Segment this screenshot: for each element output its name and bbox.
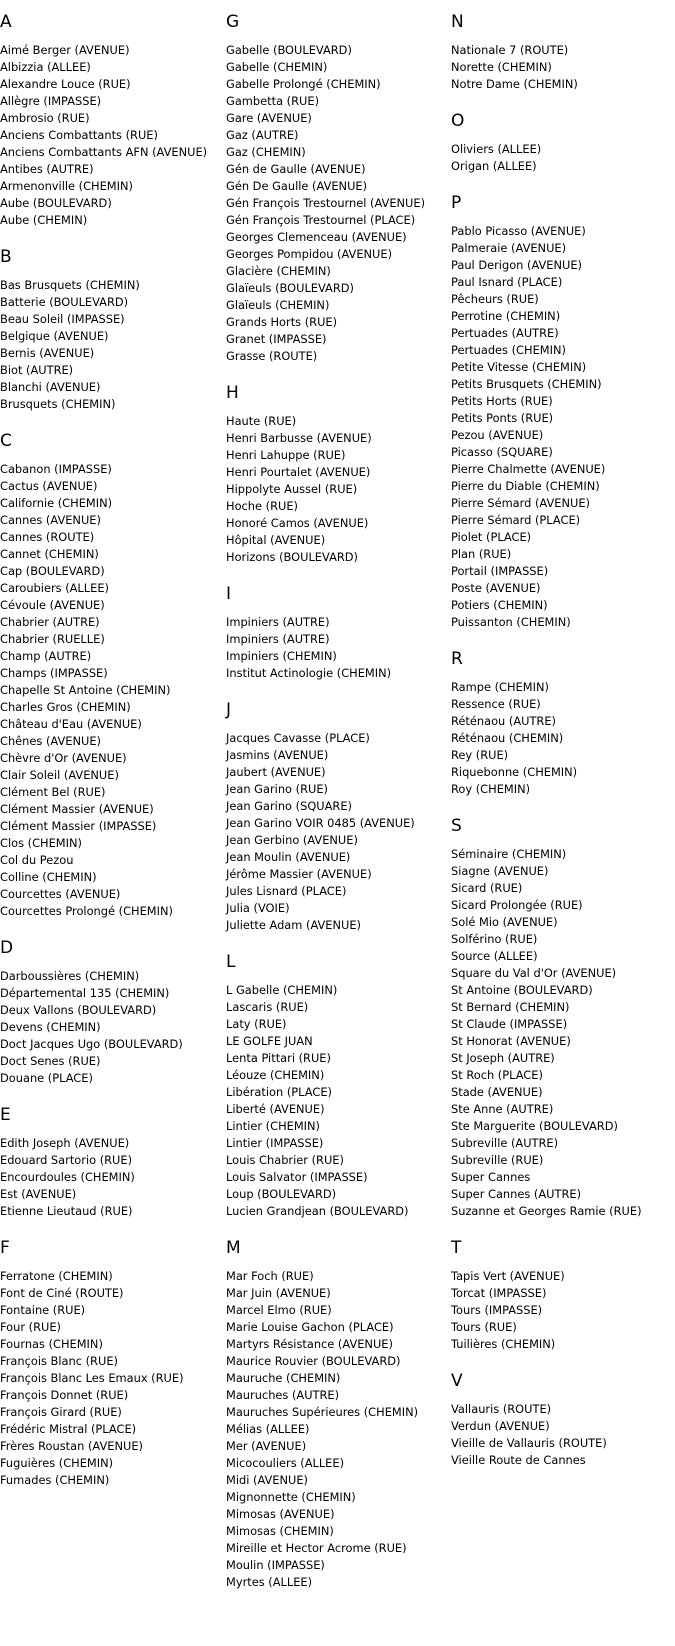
letter-section <box>451 1371 675 1469</box>
street-entry: Subreville (RUE) <box>451 1153 544 1167</box>
letter-section <box>0 247 225 413</box>
street-entry: Gambetta (RUE) <box>226 94 320 108</box>
street-entry: Frères Roustan (AVENUE) <box>0 1439 143 1453</box>
street-entry: Jean Moulin (AVENUE) <box>226 850 351 864</box>
letter-heading: R <box>451 649 463 669</box>
street-entry: Paul Isnard (PLACE) <box>451 275 563 289</box>
street-entry: Chabrier (AUTRE) <box>0 615 100 629</box>
street-entry: Mimosas (CHEMIN) <box>226 1524 334 1538</box>
street-list <box>451 1401 675 1469</box>
street-entry: Clair Soleil (AVENUE) <box>0 768 119 782</box>
street-entry: Super Cannes (AUTRE) <box>451 1187 582 1201</box>
letter-section <box>226 952 451 1220</box>
street-entry: Château d'Eau (AVENUE) <box>0 717 142 731</box>
street-entry: Rampe (CHEMIN) <box>451 680 549 694</box>
street-entry: Réténaou (AUTRE) <box>451 714 556 728</box>
street-entry: François Blanc Les Emaux (RUE) <box>0 1371 184 1385</box>
street-entry: Belgique (AVENUE) <box>0 329 109 343</box>
street-entry: Nationale 7 (ROUTE) <box>451 43 569 57</box>
street-entry: Ste Anne (AUTRE) <box>451 1102 554 1116</box>
street-entry: Source (ALLEE) <box>451 949 538 963</box>
street-entry: Tours (RUE) <box>451 1320 517 1334</box>
letter-heading: E <box>0 1105 11 1125</box>
street-entry: Lascaris (RUE) <box>226 1000 309 1014</box>
street-entry: Léouze (CHEMIN) <box>226 1068 325 1082</box>
street-entry: Julia (VOIE) <box>226 901 290 915</box>
street-entry: Douane (PLACE) <box>0 1071 93 1085</box>
street-entry: Fournas (CHEMIN) <box>0 1337 103 1351</box>
street-entry: Portail (IMPASSE) <box>451 564 549 578</box>
street-entry: Super Cannes <box>451 1170 531 1184</box>
letter-heading: N <box>451 12 464 32</box>
street-entry: Plan (RUE) <box>451 547 512 561</box>
street-entry: Petits Horts (RUE) <box>451 394 553 408</box>
street-entry: Séminaire (CHEMIN) <box>451 847 567 861</box>
street-entry: Sicard Prolongée (RUE) <box>451 898 583 912</box>
street-entry: Armenonville (CHEMIN) <box>0 179 133 193</box>
street-entry: Biot (AUTRE) <box>0 363 74 377</box>
street-list <box>451 1268 675 1353</box>
letter-section <box>0 12 225 229</box>
street-entry: Lucien Grandjean (BOULEVARD) <box>226 1204 409 1218</box>
street-entry: Solé Mio (AVENUE) <box>451 915 558 929</box>
letter-section <box>451 111 675 175</box>
street-list <box>226 982 451 1220</box>
street-entry: Jean Gerbino (AVENUE) <box>226 833 358 847</box>
letter-section <box>226 584 451 682</box>
street-entry: Aimé Berger (AVENUE) <box>0 43 130 57</box>
street-entry: Puissanton (CHEMIN) <box>451 615 571 629</box>
street-entry: Georges Pompidou (AVENUE) <box>226 247 393 261</box>
street-entry: Pierre Sémard (PLACE) <box>451 513 581 527</box>
street-entry: Sicard (RUE) <box>451 881 523 895</box>
street-entry: Micocouliers (ALLEE) <box>226 1456 345 1470</box>
street-entry: Marcel Elmo (RUE) <box>226 1303 332 1317</box>
index-column-2 <box>226 12 451 1609</box>
street-entry: St Antoine (BOULEVARD) <box>451 983 593 997</box>
letter-heading: A <box>0 12 12 32</box>
street-entry: Cévoule (AVENUE) <box>0 598 105 612</box>
street-entry: Clément Massier (IMPASSE) <box>0 819 157 833</box>
street-entry: Gabelle (CHEMIN) <box>226 60 328 74</box>
street-entry: Moulin (IMPASSE) <box>226 1558 325 1572</box>
letter-heading: V <box>451 1371 463 1391</box>
street-entry: Palmeraie (AVENUE) <box>451 241 567 255</box>
street-entry: Louis Chabrier (RUE) <box>226 1153 344 1167</box>
street-entry: Stade (AVENUE) <box>451 1085 543 1099</box>
street-entry: Paul Derigon (AVENUE) <box>451 258 583 272</box>
street-entry: Myrtes (ALLEE) <box>226 1575 313 1589</box>
letter-heading: P <box>451 193 462 213</box>
street-entry: Caroubiers (ALLEE) <box>0 581 109 595</box>
street-list <box>0 461 225 920</box>
street-entry: St Honorat (AVENUE) <box>451 1034 571 1048</box>
street-list <box>0 277 225 413</box>
street-entry: Pertuades (AUTRE) <box>451 326 559 340</box>
street-entry: Aube (CHEMIN) <box>0 213 88 227</box>
street-entry: Impiniers (AUTRE) <box>226 632 330 646</box>
street-entry: Champ (AUTRE) <box>0 649 92 663</box>
street-entry: Ressence (RUE) <box>451 697 541 711</box>
street-entry: Jaubert (AVENUE) <box>226 765 326 779</box>
street-entry: Mimosas (AVENUE) <box>226 1507 335 1521</box>
letter-section <box>451 649 675 798</box>
street-entry: Courcettes Prolongé (CHEMIN) <box>0 904 173 918</box>
street-entry: Solférino (RUE) <box>451 932 538 946</box>
street-entry: Tours (IMPASSE) <box>451 1303 543 1317</box>
letter-section <box>451 193 675 631</box>
street-entry: Jean Garino VOIR 0485 (AVENUE) <box>226 816 415 830</box>
letter-heading: C <box>0 431 12 451</box>
street-entry: Suzanne et Georges Ramie (RUE) <box>451 1204 642 1218</box>
street-entry: Colline (CHEMIN) <box>0 870 97 884</box>
street-entry: Jules Lisnard (PLACE) <box>226 884 347 898</box>
street-entry: Cannet (CHEMIN) <box>0 547 99 561</box>
street-entry: Piolet (PLACE) <box>451 530 532 544</box>
street-entry: Pêcheurs (RUE) <box>451 292 539 306</box>
street-entry: Chênes (AVENUE) <box>0 734 101 748</box>
letter-heading: S <box>451 816 462 836</box>
street-entry: Maurice Rouvier (BOULEVARD) <box>226 1354 401 1368</box>
street-entry: Henri Lahuppe (RUE) <box>226 448 346 462</box>
street-entry: Libération (PLACE) <box>226 1085 332 1099</box>
street-entry: Anciens Combattants AFN (AVENUE) <box>0 145 208 159</box>
letter-section <box>226 1238 451 1591</box>
street-entry: Albizzia (ALLEE) <box>0 60 91 74</box>
street-entry: Lintier (IMPASSE) <box>226 1136 324 1150</box>
letter-section <box>0 431 225 920</box>
street-entry: Blanchi (AVENUE) <box>0 380 101 394</box>
street-entry: Perrotine (CHEMIN) <box>451 309 561 323</box>
street-entry: Cactus (AVENUE) <box>0 479 98 493</box>
street-list <box>451 223 675 631</box>
street-entry: Mélias (ALLEE) <box>226 1422 310 1436</box>
street-entry: Ferratone (CHEMIN) <box>0 1269 113 1283</box>
street-list <box>226 413 451 566</box>
street-entry: Fuguières (CHEMIN) <box>0 1456 114 1470</box>
street-entry: Mauruches Supérieures (CHEMIN) <box>226 1405 419 1419</box>
street-entry: Clément Bel (RUE) <box>0 785 106 799</box>
street-entry: Doct Senes (RUE) <box>0 1054 101 1068</box>
street-entry: Mauruches (AUTRE) <box>226 1388 340 1402</box>
letter-heading: D <box>0 938 14 958</box>
street-entry: Clos (CHEMIN) <box>0 836 82 850</box>
street-entry: Jérôme Massier (AVENUE) <box>226 867 372 881</box>
street-entry: Haute (RUE) <box>226 414 297 428</box>
letter-heading: T <box>451 1238 462 1258</box>
street-entry: Hoche (RUE) <box>226 499 298 513</box>
street-entry: Poste (AVENUE) <box>451 581 541 595</box>
street-entry: Cap (BOULEVARD) <box>0 564 105 578</box>
street-list <box>451 679 675 798</box>
street-entry: Institut Actinologie (CHEMIN) <box>226 666 392 680</box>
street-entry: Mar Foch (RUE) <box>226 1269 314 1283</box>
letter-section <box>451 12 675 93</box>
street-entry: L Gabelle (CHEMIN) <box>226 983 338 997</box>
letter-heading: F <box>0 1238 10 1258</box>
street-entry: Mireille et Hector Acrome (RUE) <box>226 1541 407 1555</box>
street-entry: Chapelle St Antoine (CHEMIN) <box>0 683 171 697</box>
street-entry: St Roch (PLACE) <box>451 1068 543 1082</box>
street-entry: St Claude (IMPASSE) <box>451 1017 568 1031</box>
letter-heading: J <box>226 700 232 720</box>
index-column-1 <box>0 12 225 1507</box>
street-entry: Pezou (AVENUE) <box>451 428 544 442</box>
letter-heading: H <box>226 383 239 403</box>
street-entry: Gabelle Prolongé (CHEMIN) <box>226 77 381 91</box>
street-list <box>0 1135 225 1220</box>
street-entry: St Bernard (CHEMIN) <box>451 1000 570 1014</box>
street-entry: Courcettes (AVENUE) <box>0 887 121 901</box>
street-entry: Origan (ALLEE) <box>451 159 537 173</box>
street-entry: Pertuades (CHEMIN) <box>451 343 566 357</box>
street-entry: Devens (CHEMIN) <box>0 1020 101 1034</box>
letter-section <box>226 700 451 934</box>
street-entry: Glaïeuls (BOULEVARD) <box>226 281 354 295</box>
street-entry: Four (RUE) <box>0 1320 61 1334</box>
street-entry: Darboussières (CHEMIN) <box>0 969 140 983</box>
street-entry: Petite Vitesse (CHEMIN) <box>451 360 587 374</box>
street-entry: Fontaine (RUE) <box>0 1303 86 1317</box>
street-entry: Torcat (IMPASSE) <box>451 1286 547 1300</box>
street-entry: Glaïeuls (CHEMIN) <box>226 298 330 312</box>
street-entry: Jasmins (AVENUE) <box>226 748 329 762</box>
street-entry: Doct Jacques Ugo (BOULEVARD) <box>0 1037 183 1051</box>
street-entry: Chèvre d'Or (AVENUE) <box>0 751 127 765</box>
street-entry: Aube (BOULEVARD) <box>0 196 112 210</box>
street-entry: Honoré Camos (AVENUE) <box>226 516 369 530</box>
street-entry: François Blanc (RUE) <box>0 1354 118 1368</box>
street-entry: Gén François Trestournel (AVENUE) <box>226 196 426 210</box>
letter-section <box>451 816 675 1220</box>
street-entry: Fumades (CHEMIN) <box>0 1473 110 1487</box>
street-entry: Font de Ciné (ROUTE) <box>0 1286 124 1300</box>
letter-section <box>0 1238 225 1489</box>
street-entry: Granet (IMPASSE) <box>226 332 327 346</box>
street-entry: Siagne (AVENUE) <box>451 864 549 878</box>
street-entry: Oliviers (ALLEE) <box>451 142 542 156</box>
street-entry: Jacques Cavasse (PLACE) <box>226 731 370 745</box>
street-entry: Marie Louise Gachon (PLACE) <box>226 1320 394 1334</box>
street-entry: Vallauris (ROUTE) <box>451 1402 552 1416</box>
street-entry: Hippolyte Aussel (RUE) <box>226 482 358 496</box>
street-entry: Potiers (CHEMIN) <box>451 598 548 612</box>
street-entry: Loup (BOULEVARD) <box>226 1187 337 1201</box>
street-entry: Gén De Gaulle (AVENUE) <box>226 179 368 193</box>
street-entry: Pierre Sémard (AVENUE) <box>451 496 590 510</box>
street-entry: Gabelle (BOULEVARD) <box>226 43 352 57</box>
street-entry: Petits Ponts (RUE) <box>451 411 554 425</box>
street-entry: Grands Horts (RUE) <box>226 315 338 329</box>
letter-heading: I <box>226 584 232 604</box>
street-entry: Gén François Trestournel (PLACE) <box>226 213 416 227</box>
street-entry: Cannes (AVENUE) <box>0 513 101 527</box>
street-entry: Etienne Lieutaud (RUE) <box>0 1204 133 1218</box>
street-entry: Gén de Gaulle (AVENUE) <box>226 162 366 176</box>
street-entry: Départemental 135 (CHEMIN) <box>0 986 170 1000</box>
street-entry: Mauruche (CHEMIN) <box>226 1371 341 1385</box>
street-list <box>451 141 675 175</box>
street-entry: Brusquets (CHEMIN) <box>0 397 116 411</box>
street-entry: Allègre (IMPASSE) <box>0 94 102 108</box>
letter-heading: B <box>0 247 12 267</box>
street-entry: Horizons (BOULEVARD) <box>226 550 358 564</box>
street-entry: Pierre du Diable (CHEMIN) <box>451 479 600 493</box>
street-entry: Verdun (AVENUE) <box>451 1419 550 1433</box>
street-entry: Impiniers (CHEMIN) <box>226 649 337 663</box>
letter-section <box>451 1238 675 1353</box>
street-list <box>451 42 675 93</box>
street-entry: Pablo Picasso (AVENUE) <box>451 224 586 238</box>
street-entry: Jean Garino (SQUARE) <box>226 799 352 813</box>
street-entry: Mar Juin (AVENUE) <box>226 1286 331 1300</box>
street-list <box>451 846 675 1220</box>
street-entry: Gare (AVENUE) <box>226 111 312 125</box>
letter-section <box>0 1105 225 1220</box>
street-entry: Henri Pourtalet (AVENUE) <box>226 465 371 479</box>
street-entry: Square du Val d'Or (AVENUE) <box>451 966 617 980</box>
street-entry: Rey (RUE) <box>451 748 509 762</box>
letter-heading: M <box>226 1238 241 1258</box>
street-entry: Subreville (AUTRE) <box>451 1136 559 1150</box>
street-entry: Vieille Route de Cannes <box>451 1453 586 1467</box>
street-entry: Jean Garino (RUE) <box>226 782 328 796</box>
street-entry: Louis Salvator (IMPASSE) <box>226 1170 368 1184</box>
letter-heading: O <box>451 111 465 131</box>
street-entry: Batterie (BOULEVARD) <box>0 295 129 309</box>
street-entry: Anciens Combattants (RUE) <box>0 128 158 142</box>
street-entry: Champs (IMPASSE) <box>0 666 108 680</box>
street-entry: François Girard (RUE) <box>0 1405 122 1419</box>
street-entry: Lintier (CHEMIN) <box>226 1119 320 1133</box>
street-list <box>0 42 225 229</box>
street-entry: Henri Barbusse (AVENUE) <box>226 431 372 445</box>
street-entry: Frédéric Mistral (PLACE) <box>0 1422 137 1436</box>
street-entry: Notre Dame (CHEMIN) <box>451 77 578 91</box>
street-entry: Mer (AVENUE) <box>226 1439 307 1453</box>
street-entry: Deux Vallons (BOULEVARD) <box>0 1003 157 1017</box>
street-entry: Petits Brusquets (CHEMIN) <box>451 377 602 391</box>
street-entry: LE GOLFE JUAN <box>226 1034 313 1048</box>
letter-section <box>0 938 225 1087</box>
letter-section <box>226 383 451 566</box>
street-entry: Norette (CHEMIN) <box>451 60 552 74</box>
street-entry: Gaz (AUTRE) <box>226 128 299 142</box>
street-entry: Cannes (ROUTE) <box>0 530 95 544</box>
index-column-3 <box>451 12 675 1487</box>
street-entry: Ambrosio (RUE) <box>0 111 90 125</box>
street-entry: Chabrier (RUELLE) <box>0 632 105 646</box>
street-entry: Impiniers (AUTRE) <box>226 615 330 629</box>
street-entry: St Joseph (AUTRE) <box>451 1051 555 1065</box>
street-entry: Ste Marguerite (BOULEVARD) <box>451 1119 618 1133</box>
street-entry: Vieille de Vallauris (ROUTE) <box>451 1436 607 1450</box>
street-entry: Liberté (AVENUE) <box>226 1102 325 1116</box>
street-entry: Est (AVENUE) <box>0 1187 77 1201</box>
street-entry: Col du Pezou <box>0 853 74 867</box>
street-entry: Bas Brusquets (CHEMIN) <box>0 278 140 292</box>
street-entry: Edith Joseph (AVENUE) <box>0 1136 130 1150</box>
letter-heading: G <box>226 12 240 32</box>
street-entry: Georges Clemenceau (AVENUE) <box>226 230 407 244</box>
street-list <box>226 42 451 365</box>
street-entry: Bernis (AVENUE) <box>0 346 95 360</box>
street-entry: Lenta Pittari (RUE) <box>226 1051 331 1065</box>
street-entry: Tapis Vert (AVENUE) <box>451 1269 565 1283</box>
street-entry: Clément Massier (AVENUE) <box>0 802 154 816</box>
street-entry: Alexandre Louce (RUE) <box>0 77 131 91</box>
letter-section <box>226 12 451 365</box>
street-entry: Gaz (CHEMIN) <box>226 145 306 159</box>
street-entry: Tuilières (CHEMIN) <box>451 1337 556 1351</box>
street-entry: Encourdoules (CHEMIN) <box>0 1170 135 1184</box>
street-entry: Edouard Sartorio (RUE) <box>0 1153 133 1167</box>
street-entry: Charles Gros (CHEMIN) <box>0 700 131 714</box>
street-entry: François Donnet (RUE) <box>0 1388 129 1402</box>
street-entry: Antibes (AUTRE) <box>0 162 94 176</box>
street-entry: Mignonnette (CHEMIN) <box>226 1490 356 1504</box>
street-entry: Midi (AVENUE) <box>226 1473 309 1487</box>
street-entry: Riquebonne (CHEMIN) <box>451 765 578 779</box>
street-list <box>226 1268 451 1591</box>
street-entry: Californie (CHEMIN) <box>0 496 113 510</box>
street-entry: Cabanon (IMPASSE) <box>0 462 112 476</box>
street-list <box>0 1268 225 1489</box>
letter-heading: L <box>226 952 236 972</box>
street-entry: Juliette Adam (AVENUE) <box>226 918 361 932</box>
street-entry: Hôpital (AVENUE) <box>226 533 326 547</box>
street-entry: Laty (RUE) <box>226 1017 287 1031</box>
street-entry: Martyrs Résistance (AVENUE) <box>226 1337 393 1351</box>
street-entry: Pierre Chalmette (AVENUE) <box>451 462 606 476</box>
street-entry: Grasse (ROUTE) <box>226 349 318 363</box>
street-entry: Roy (CHEMIN) <box>451 782 531 796</box>
street-list <box>226 730 451 934</box>
street-list <box>0 968 225 1087</box>
street-list <box>226 614 451 682</box>
street-entry: Réténaou (CHEMIN) <box>451 731 564 745</box>
street-entry: Beau Soleil (IMPASSE) <box>0 312 125 326</box>
street-entry: Picasso (SQUARE) <box>451 445 553 459</box>
street-entry: Glacière (CHEMIN) <box>226 264 331 278</box>
